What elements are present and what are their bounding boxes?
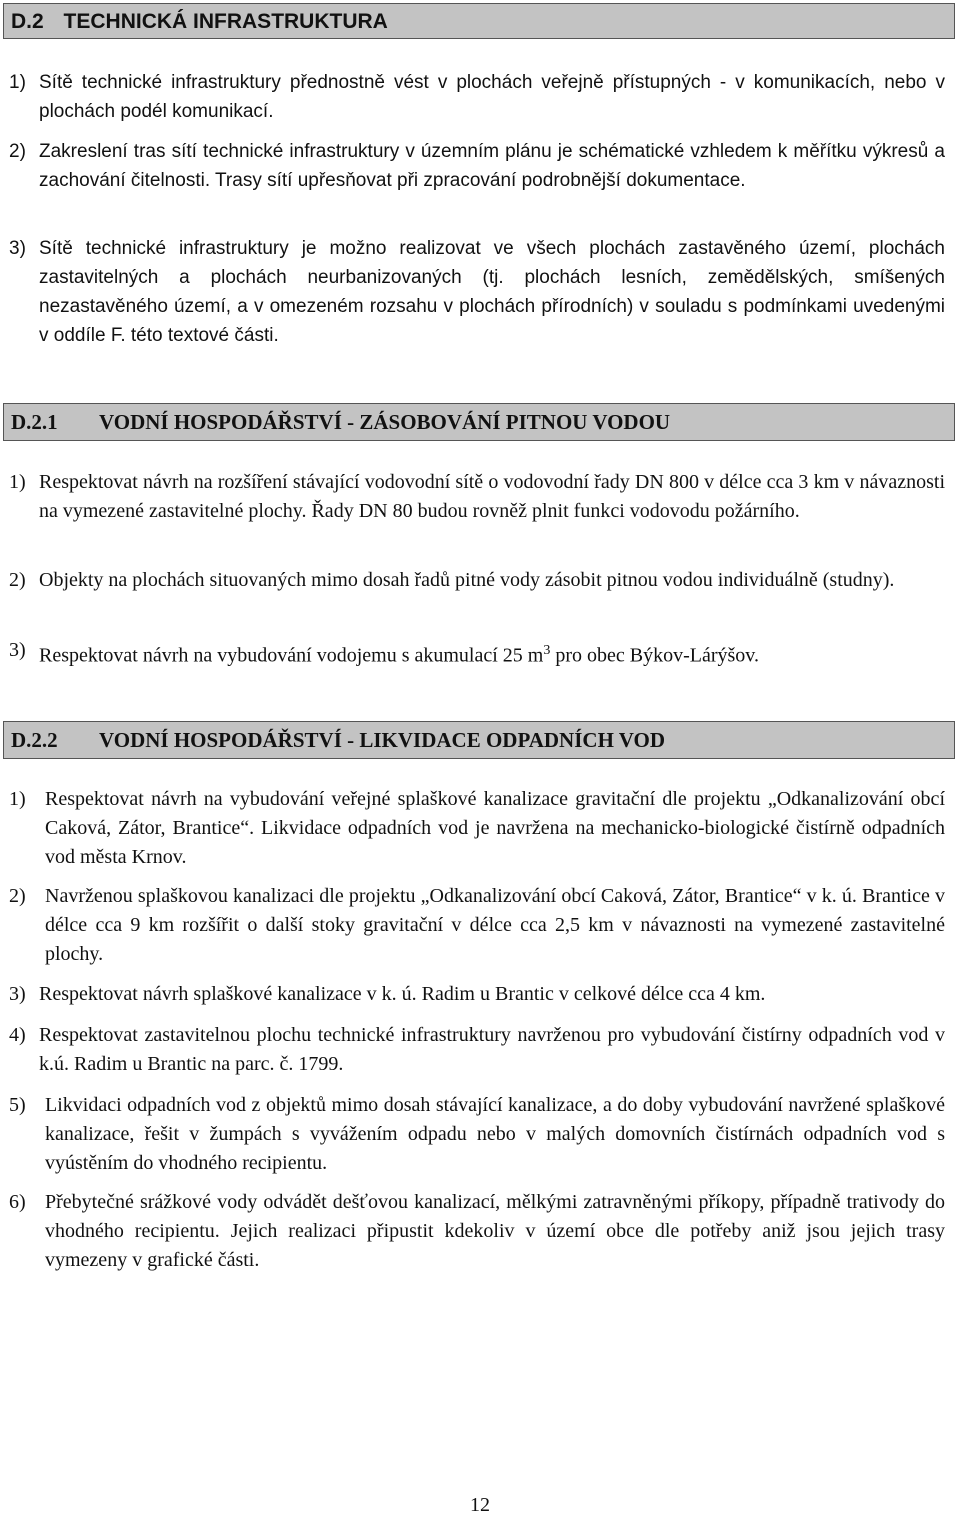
- item-text: Zakreslení tras sítí technické infrastruktury v územním plánu je schématické vzhledem k měřítku výkresů a zachování čitelnosti. Trasy sítí upřesňovat při zpracování podrobnější dokumentace.: [39, 141, 945, 191]
- item-number: 1): [9, 72, 26, 93]
- list-item: [9, 636, 945, 671]
- page-number: 12: [470, 1494, 490, 1516]
- section-title: VODNÍ HOSPODÁŘSTVÍ - ZÁSOBOVÁNÍ PITNOU VODOU: [99, 410, 671, 434]
- section-title: VODNÍ HOSPODÁŘSTVÍ - LIKVIDACE ODPADNÍCH VOD: [99, 728, 666, 752]
- item-text: Sítě technické infrastruktury přednostně vést v plochách veřejně přístupných - v komunikacích, nebo v plochách podél komunikací.: [39, 72, 945, 122]
- item-text: Respektovat zastavitelnou plochu technické infrastruktury navrženou pro vybudování čistírny odpadních vod v k.ú. Radim u Brantic na parc. č. 1799.: [39, 1024, 945, 1075]
- item-text: Likvidaci odpadních vod z objektů mimo dosah stávající kanalizace, a do doby vybudování navržené splaškové kanalizace, řešit v žumpách s vyvážením odpadu nebo v malých domovních čistírnách odpadních vod s vyústěním do vhodného recipientu.: [45, 1094, 945, 1174]
- section-heading-d22: [3, 721, 955, 759]
- superscript: 3: [543, 643, 551, 658]
- list-item: [9, 1188, 945, 1275]
- list-item: [9, 137, 945, 195]
- item-text: Respektovat návrh na vybudování veřejné splaškové kanalizace gravitační dle projektu „Odkanalizování obcí Caková, Zátor, Brantice“. Likvidace odpadních vod je navržena na mechanicko-biologické čistírně odpadních vod města Krnov.: [45, 788, 945, 868]
- item-number: 2): [9, 141, 26, 162]
- section-number: D.2.2: [11, 728, 58, 752]
- item-text: Objekty na plochách situovaných mimo dosah řadů pitné vody zásobit pitnou vodou individuálně (studny).: [39, 569, 895, 591]
- item-number: 2): [9, 885, 26, 907]
- list-item: [9, 1021, 945, 1079]
- list-item: [9, 468, 945, 526]
- list-item: [9, 566, 945, 595]
- item-text: Respektovat návrh splaškové kanalizace v k. ú. Radim u Brantic v celkové délce cca 4 km.: [39, 983, 766, 1005]
- item-text: Sítě technické infrastruktury je možno realizovat ve všech plochách zastavěného území, plochách zastavitelných a plochách neurbanizovaných (tj. plochách lesních, zemědělských, smíšených nezastavěného území, a v omezeném rozsahu v plochách přírodních) v souladu s podmínkami uvedenými v oddíle F. této textové části.: [39, 238, 945, 346]
- item-number: 5): [9, 1094, 26, 1116]
- item-number: 6): [9, 1191, 26, 1213]
- item-text: Přebytečné srážkové vody odvádět dešťovou kanalizací, mělkými zatravněnými příkopy, případně trativody do vhodného recipientu. Jejich realizaci připustit kdekoliv v území obce dle potřeby aniž jsou jejich trasy vymezeny v grafické části.: [45, 1191, 945, 1271]
- item-text: Respektovat návrh na rozšíření stávající vodovodní sítě o vodovodní řady DN 800 v délce cca 3 km v návaznosti na vymezené zastavitelné plochy. Řady DN 80 budou rovněž plnit funkci vodovodu požárního.: [39, 471, 945, 522]
- item-number: 4): [9, 1024, 26, 1046]
- item-number: 3): [9, 983, 26, 1005]
- item-number: 1): [9, 471, 26, 493]
- item-text: [39, 636, 945, 671]
- item-number: 2): [9, 569, 26, 591]
- list-item: [9, 785, 945, 872]
- list-item: [9, 68, 945, 126]
- item-number: 3): [9, 238, 26, 259]
- item-number: 3): [9, 639, 26, 661]
- section-heading-d2: [3, 3, 955, 39]
- item-number: 1): [9, 788, 26, 810]
- section-number: D.2.1: [11, 410, 58, 434]
- item-text-after: pro obec Býkov-Lárýšov.: [550, 644, 760, 667]
- section-title: TECHNICKÁ INFRASTRUKTURA: [63, 10, 388, 33]
- list-item: [9, 882, 945, 969]
- item-text-before: Respektovat návrh na vybudování vodojemu s akumulací 25 m: [39, 644, 544, 667]
- section-heading-d21: [3, 403, 955, 441]
- list-item: [9, 1091, 945, 1178]
- item-text: Navrženou splaškovou kanalizaci dle projektu „Odkanalizování obcí Caková, Zátor, Brantice“ v k. ú. Brantice v délce cca 9 km rozšířit o další stoky gravitační v délce cca 2,5 km v návaznosti na vymezené zastavitelné plochy.: [45, 885, 945, 965]
- list-item: [9, 234, 945, 350]
- section-number: D.2: [11, 10, 44, 33]
- list-item: [9, 980, 945, 1009]
